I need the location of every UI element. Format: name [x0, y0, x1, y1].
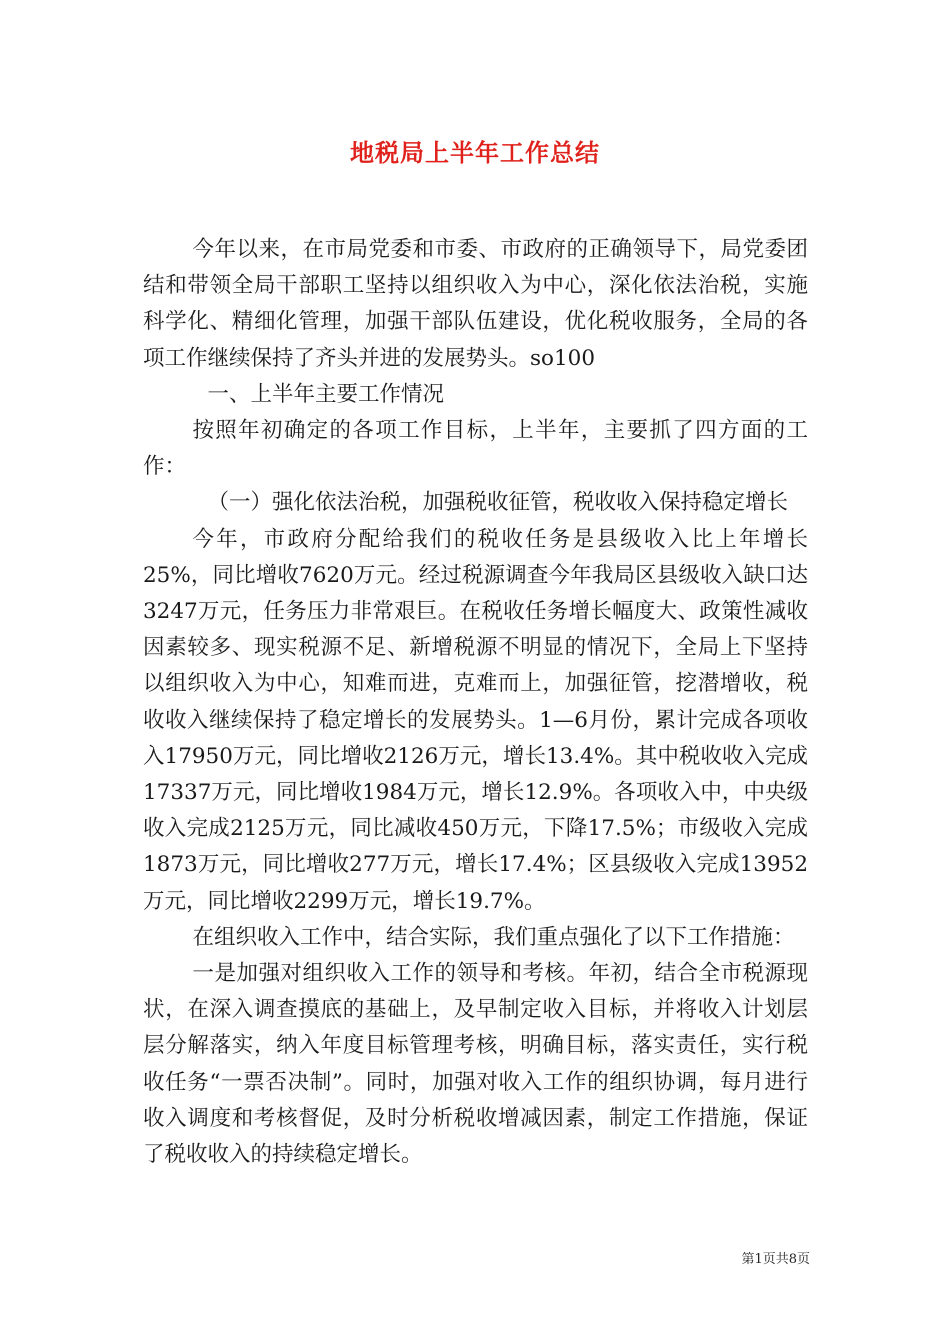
paragraph: 按照年初确定的各项工作目标，上半年，主要抓了四方面的工作： [143, 418, 808, 480]
document-body [143, 232, 808, 1173]
paragraph: 一是加强对组织收入工作的领导和考核。年初，结合全市税源现状，在深入调查摸底的基础上，及早制定收入目标，并将收入计划层层分解落实，纳入年度目标管理考核，明确目标，落实责任，实行税收任务“一票否决制”。同时，加强对收入工作的组织协调，每月进行收入调度和考核督促，及时分析税收增减因素，制定工作措施，保证了税收收入的持续稳定增长。 [143, 961, 808, 1168]
subsection-heading: （一）强化依法治税，加强税收征管，税收收入保持稳定增长 [207, 490, 789, 516]
intro-paragraph: 今年以来，在市局党委和市委、市政府的正确领导下，局党委团结和带领全局干部职工坚持以组织收入为中心，深化依法治税，实施科学化、精细化管理，加强干部队伍建设，优化税收服务，全局的各项工作继续保持了齐头并进的发展势头。so100 [143, 237, 808, 371]
paragraph: 在组织收入工作中，结合实际，我们重点强化了以下工作措施： [192, 924, 795, 950]
section-heading: 一、上半年主要工作情况 [207, 381, 445, 407]
page-number: 第1页共8页 [741, 1252, 810, 1267]
paragraph: 今年，市政府分配给我们的税收任务是县级收入比上年增长25%，同比增收7620万元。经过税源调查今年我局区县级收入缺口达3247万元，任务压力非常艰巨。在税收任务增长幅度大、政策性减收因素较多、现实税源不足、新增税源不明显的情况下，全局上下坚持以组织收入为中心，知难而进，克难而上，加强征管，挖潜增收，税收收入继续保持了稳定增长的发展势头。1—6月份，累计完成各项收入17950万元，同比增收2126万元，增长13.4%。其中税收收入完成17337万元，同比增收1984万元，增长12.9%。各项收入中，中央级收入完成2125万元，同比减收450万元，下降17.5%；市级收入完成1873万元，同比增收277万元，增长17.4%；区县级收入完成13952万元，同比增收2299万元，增长19.7%。 [143, 526, 808, 914]
document-title: 地税局上半年工作总结 [350, 138, 600, 167]
